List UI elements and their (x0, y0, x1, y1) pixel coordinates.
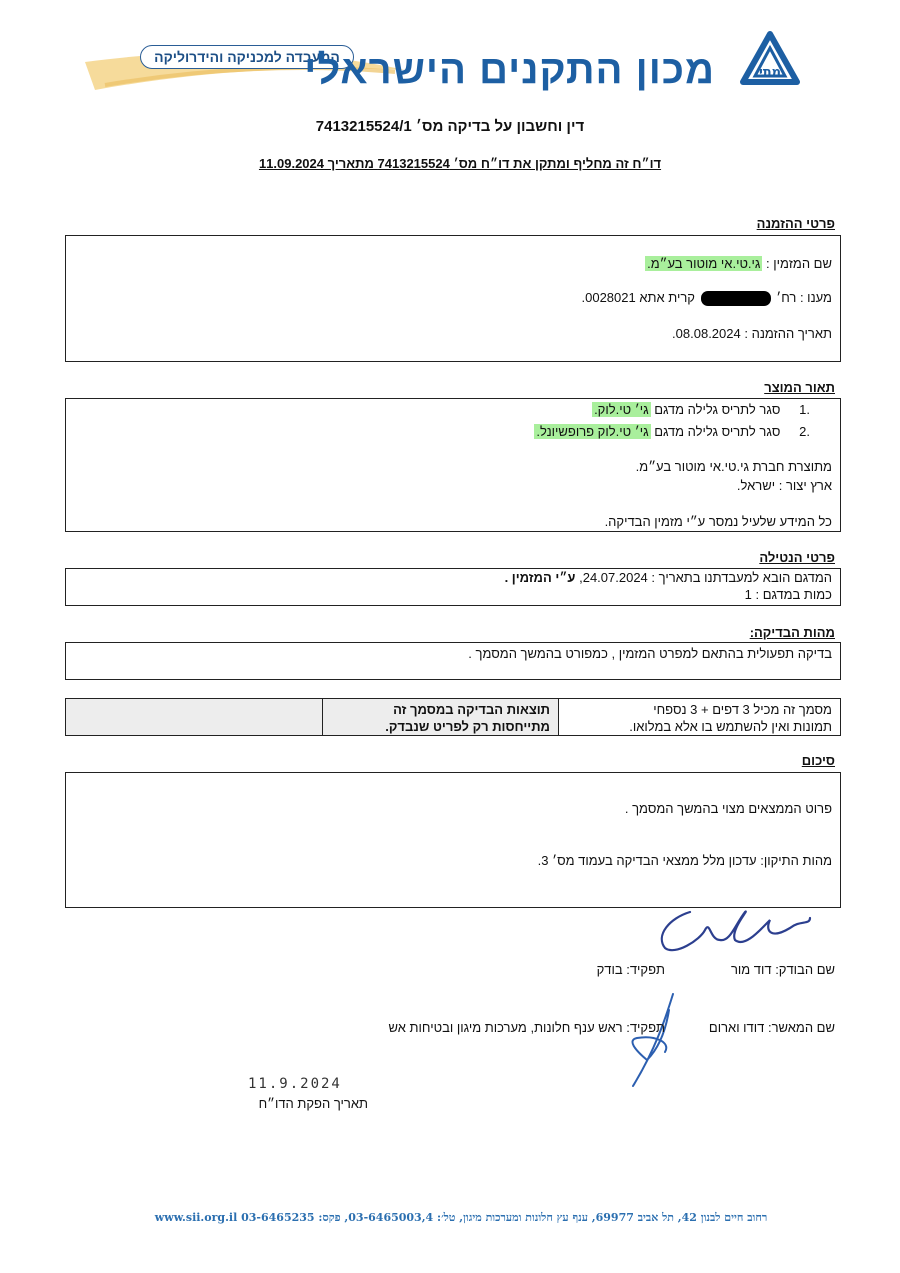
logo-text: מתי (758, 65, 782, 80)
product-note: כל המידע שלעיל נמסר ע״י מזמין הבדיקה. (604, 514, 832, 529)
document-pages-cell (558, 699, 840, 735)
summary-box (65, 772, 841, 908)
product-box (65, 398, 841, 532)
order-heading: פרטי ההזמנה (756, 216, 835, 231)
report-title: דין וחשבון על בדיקה מס׳ 7413215524/1 (315, 118, 585, 135)
report-subtitle: דו״ח זה מחליף ומתקן את דו״ח מס׳ 7413215524 מתאריך 11.09.2024 (258, 156, 662, 171)
sampling-by: ע״י המזמין . (504, 570, 576, 585)
product-item-1-num: .1 (799, 402, 810, 417)
address-value: קרית אתא 0028021. (581, 290, 695, 305)
issue-date-label: תאריך הפקת הדו״ח (258, 1096, 368, 1111)
footer-contact: רחוב חיים לבנון 42, תל אביב 69977, ענף עץ חלונות ומערכות מיגון, טל׳: 03-6465003,4, פקס: 03-6465235 www.sii.org.il (154, 1211, 768, 1224)
product-item-2-num: .2 (799, 424, 810, 439)
client-label: שם המזמין : (766, 256, 832, 271)
inspector-name: שם הבודק: דוד מור (730, 962, 835, 977)
order-date-label: תאריך ההזמנה : (744, 326, 832, 341)
client-value: גי.טי.אי מוטור בע״מ. (647, 256, 761, 271)
product-item-2-text: סגר לתריס גלילה מדגם (654, 424, 781, 439)
pages-line-2: תמונות ואין להשתמש בו אלא במלואו. (629, 719, 832, 734)
inspector-role: תפקיד: בודק (596, 962, 665, 977)
org-name: מכון התקנים הישראלי (304, 48, 715, 92)
lab-name-badge: המעבדה למכניקה והידרוליקה (140, 45, 354, 69)
sampling-box (65, 568, 841, 606)
address-line (581, 290, 832, 306)
test-nature-text: בדיקה תפעולית בהתאם למפרט המזמין , כמפורט בהמשך המסמך . (468, 646, 832, 661)
product-heading: תאור המוצר (764, 380, 835, 395)
test-nature-box (65, 642, 841, 680)
product-item-1 (592, 402, 810, 417)
summary-heading: סיכום (801, 753, 835, 768)
issue-date: 11.9.2024 (248, 1076, 342, 1092)
sampling-date: המדגם הובא למעבדתנו בתאריך : 24.07.2024, (579, 570, 832, 585)
approver-signature (625, 990, 685, 1090)
pages-line-1: מסמך זה מכיל 3 דפים + 3 נספחי (653, 702, 832, 717)
product-item-2-model: גי׳ טי.לוק פרופשיונל. (536, 424, 649, 439)
scope-line-1: תוצאות הבדיקה במסמך זה (393, 702, 550, 717)
summary-correction: מהות התיקון: עדכון מלל ממצאי הבדיקה בעמוד מס׳ 3. (537, 853, 832, 868)
sampling-line-1 (505, 570, 832, 585)
results-table (65, 698, 841, 736)
product-item-1-model: גי׳ טי.לוק. (594, 402, 649, 417)
client-line (645, 256, 832, 271)
order-box (65, 235, 841, 362)
redaction-mark (701, 291, 771, 306)
inspector-signature (650, 900, 820, 960)
sampling-heading: פרטי הנטילה (759, 550, 835, 565)
test-nature-heading: מהות הבדיקה: (749, 625, 835, 640)
manufacturer-line: מתוצרת חברת גי.טי.אי מוטור בע״מ. (635, 459, 832, 474)
scope-line-2: מתייחסות רק לפריט שנבדק. (385, 719, 550, 734)
empty-shaded-cell (66, 699, 322, 735)
order-date-value: 08.08.2024. (672, 326, 741, 341)
approver-name: שם המאשר: דודו וארום (708, 1020, 835, 1035)
order-date-line (672, 326, 832, 341)
sampling-quantity: כמות במדגם : 1 (744, 587, 832, 602)
address-label: מענו : רח׳ (776, 290, 832, 305)
results-scope-cell (322, 699, 558, 735)
summary-findings: פרוט הממצאים מצוי בהמשך המסמך . (624, 801, 832, 816)
product-item-1-text: סגר לתריס גלילה מדגם (654, 402, 781, 417)
product-item-2 (534, 424, 810, 439)
sii-logo-icon (735, 30, 805, 90)
approver-role: תפקיד: ראש ענף חלונות, מערכות מיגון ובטיחות אש (388, 1020, 665, 1035)
origin-line: ארץ יצור : ישראל. (736, 478, 832, 493)
